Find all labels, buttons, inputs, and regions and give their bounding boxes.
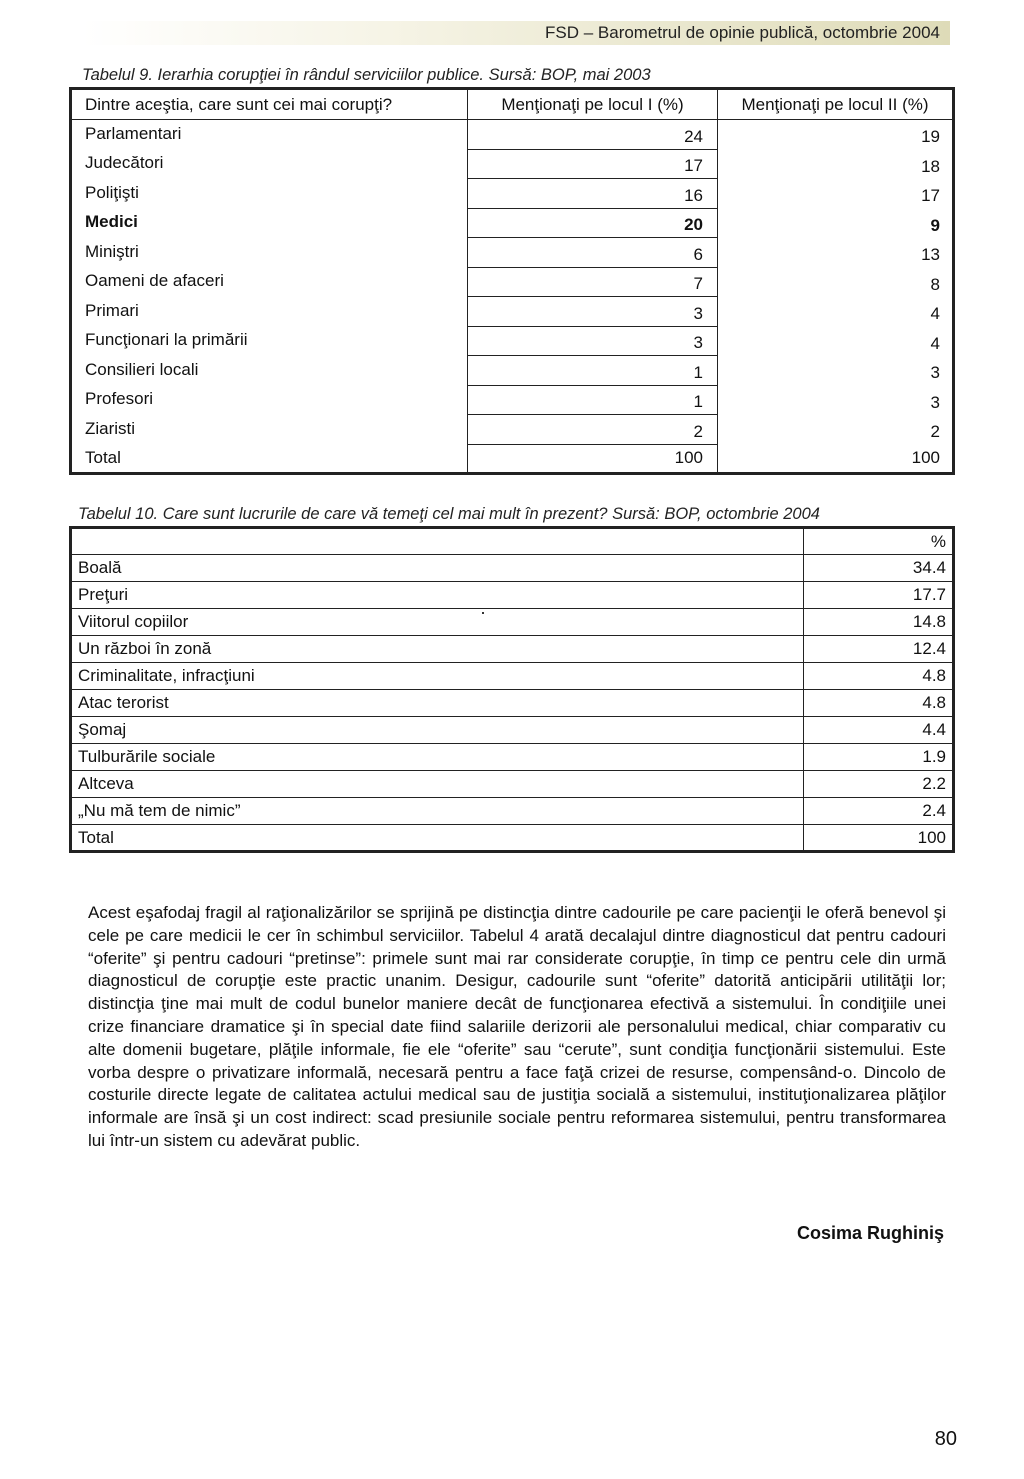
fear-label: Şomaj [71, 717, 804, 744]
fear-label: Boală [71, 555, 804, 582]
row-label: Ziaristi [71, 415, 468, 445]
second-place-value: 3 [930, 392, 940, 412]
column-header-category: Dintre aceştia, care sunt cei mai corupţi? [71, 89, 468, 120]
fears-table [69, 526, 955, 853]
total-first-value: 100 [468, 444, 718, 474]
body-paragraph: Acest eşafodaj fragil al raţionalizărilor se sprijină pe distincţia dintre cadourile pe care pacienţii le oferă benevol şi cele pe care medicii le cer în schimbul serviciilor. Tabelul 4 arată decalajul dintre diagnosticul dat pentru cadouri “oferite” şi pentru cadouri “pretinse”: primele sunt mai rar considerate corupţie, în timp ce pentru cele din urmă diagnosticul de corupţie este practic unanim. Desigur, cadourile sunt “oferite” datorită anticipării utilităţii lor; distincţia ţine mai mult de codul bunelor maniere decât de funcţionarea efectivă a sistemului. În condiţiile unei crize financiare dramatice şi în special date fiind salariile derizorii ale personalului medical, chiar comparativ cu alte domenii bugetare, plăţile informale, fie ele “oferite” sau “cerute”, sunt condiţia funcţionării sistemului. Este vorba despre o privatizare informală, necesară pentru a face faţă crizei de resurse, compensând-o. Dincolo de costurile directe legate de calitatea actului medical sau de justiţia socială a sistemului, instituţionalizarea plăţilor informale are însă şi un cost indirect: scad presiunile sociale pentru reformarea sistemului, pentru transformarea lui într-un sistem cu adevărat public. [88, 903, 946, 1150]
table-row [71, 582, 954, 609]
table-row [71, 297, 954, 327]
first-place-value: 17 [468, 149, 718, 179]
first-place-value: 1 [468, 385, 718, 415]
table-row [71, 744, 954, 771]
table-row [71, 267, 954, 297]
first-place-value: 2 [468, 415, 718, 445]
table-row [71, 326, 954, 356]
table-row [71, 690, 954, 717]
second-place-value: 3 [930, 363, 940, 382]
first-place-value: 6 [468, 238, 718, 268]
fear-label: Viitorul copiilor [71, 609, 804, 636]
table-row [71, 179, 954, 209]
table-total-row [71, 825, 954, 852]
row-label: Parlamentari [71, 120, 468, 150]
row-label: Oameni de afaceri [71, 267, 468, 297]
second-place-value: 19 [921, 127, 940, 146]
column-header-second-place: Menţionaţi pe locul II (%) [718, 89, 954, 120]
table9-caption: Tabelul 9. Ierarhia corupţiei în rândul serviciilor publice. Sursă: BOP, mai 2003 [82, 66, 651, 84]
table-row [71, 771, 954, 798]
column-header-empty [71, 528, 804, 555]
table-row [71, 798, 954, 825]
row-label: Primari [71, 297, 468, 327]
table-total-row [71, 444, 954, 474]
fear-label: Altceva [71, 771, 804, 798]
row-label: Consilieri locali [71, 356, 468, 386]
first-place-value: 3 [468, 297, 718, 327]
table-row [71, 356, 954, 386]
table-row [71, 238, 954, 268]
table-row [71, 415, 954, 445]
first-place-value: 16 [468, 179, 718, 209]
table-header-row [71, 89, 954, 120]
fear-percent: 4.4 [804, 717, 954, 744]
table-row [71, 208, 954, 238]
table-row [71, 149, 954, 179]
table-row [71, 609, 954, 636]
table-row [71, 385, 954, 415]
second-place-value: 8 [930, 274, 940, 294]
fear-percent: 1.9 [804, 744, 954, 771]
table-row [71, 717, 954, 744]
first-place-value: 24 [468, 120, 718, 150]
second-place-value: 4 [930, 304, 940, 323]
corruption-hierarchy-table [69, 87, 955, 475]
second-place-value: 9 [930, 215, 940, 235]
fear-percent: 2.4 [804, 798, 954, 825]
fear-label: Criminalitate, infracţiuni [71, 663, 804, 690]
total-label: Total [71, 444, 468, 474]
fear-percent: 17.7 [804, 582, 954, 609]
page-number: 80 [934, 1428, 957, 1450]
row-label: Profesori [71, 385, 468, 415]
column-header-first-place: Menţionaţi pe locul I (%) [468, 89, 718, 120]
second-place-value: 13 [921, 245, 940, 264]
total-label: Total [71, 825, 804, 852]
second-place-value: 4 [930, 333, 940, 353]
running-header [82, 21, 950, 45]
row-label: Judecători [71, 149, 468, 179]
total-second-value: 100 [911, 448, 940, 467]
stray-mark [482, 612, 484, 614]
total-value: 100 [804, 825, 954, 852]
table-row [71, 636, 954, 663]
table-row [71, 663, 954, 690]
fear-percent: 4.8 [804, 690, 954, 717]
header-title: FSD – Barometrul de opinie publică, octombrie 2004 [545, 23, 940, 42]
table10-caption: Tabelul 10. Care sunt lucrurile de care vă temeţi cel mai mult în prezent? Sursă: BOP, octombrie 2004 [78, 505, 820, 523]
fear-label: Atac terorist [71, 690, 804, 717]
table-header-row [71, 528, 954, 555]
fear-percent: 4.8 [804, 663, 954, 690]
first-place-value: 1 [468, 356, 718, 386]
row-label: Miniştri [71, 238, 468, 268]
fear-percent: 12.4 [804, 636, 954, 663]
table-row [71, 120, 954, 150]
row-label: Poliţişti [71, 179, 468, 209]
fear-label: „Nu mă tem de nimic” [71, 798, 804, 825]
row-label: Medici [71, 208, 468, 238]
first-place-value: 20 [468, 208, 718, 238]
fear-percent: 34.4 [804, 555, 954, 582]
fear-label: Tulburările sociale [71, 744, 804, 771]
second-place-value: 17 [921, 186, 940, 205]
fear-label: Preţuri [71, 582, 804, 609]
fear-label: Un război în zonă [71, 636, 804, 663]
first-place-value: 7 [468, 267, 718, 297]
fear-percent: 2.2 [804, 771, 954, 798]
second-place-value: 2 [930, 422, 940, 441]
row-label: Funcţionari la primării [71, 326, 468, 356]
fear-percent: 14.8 [804, 609, 954, 636]
first-place-value: 3 [468, 326, 718, 356]
second-place-value: 18 [921, 156, 940, 176]
author-signature: Cosima Rughiniş [796, 1223, 944, 1243]
column-header-percent: % [930, 531, 946, 551]
table-row [71, 555, 954, 582]
